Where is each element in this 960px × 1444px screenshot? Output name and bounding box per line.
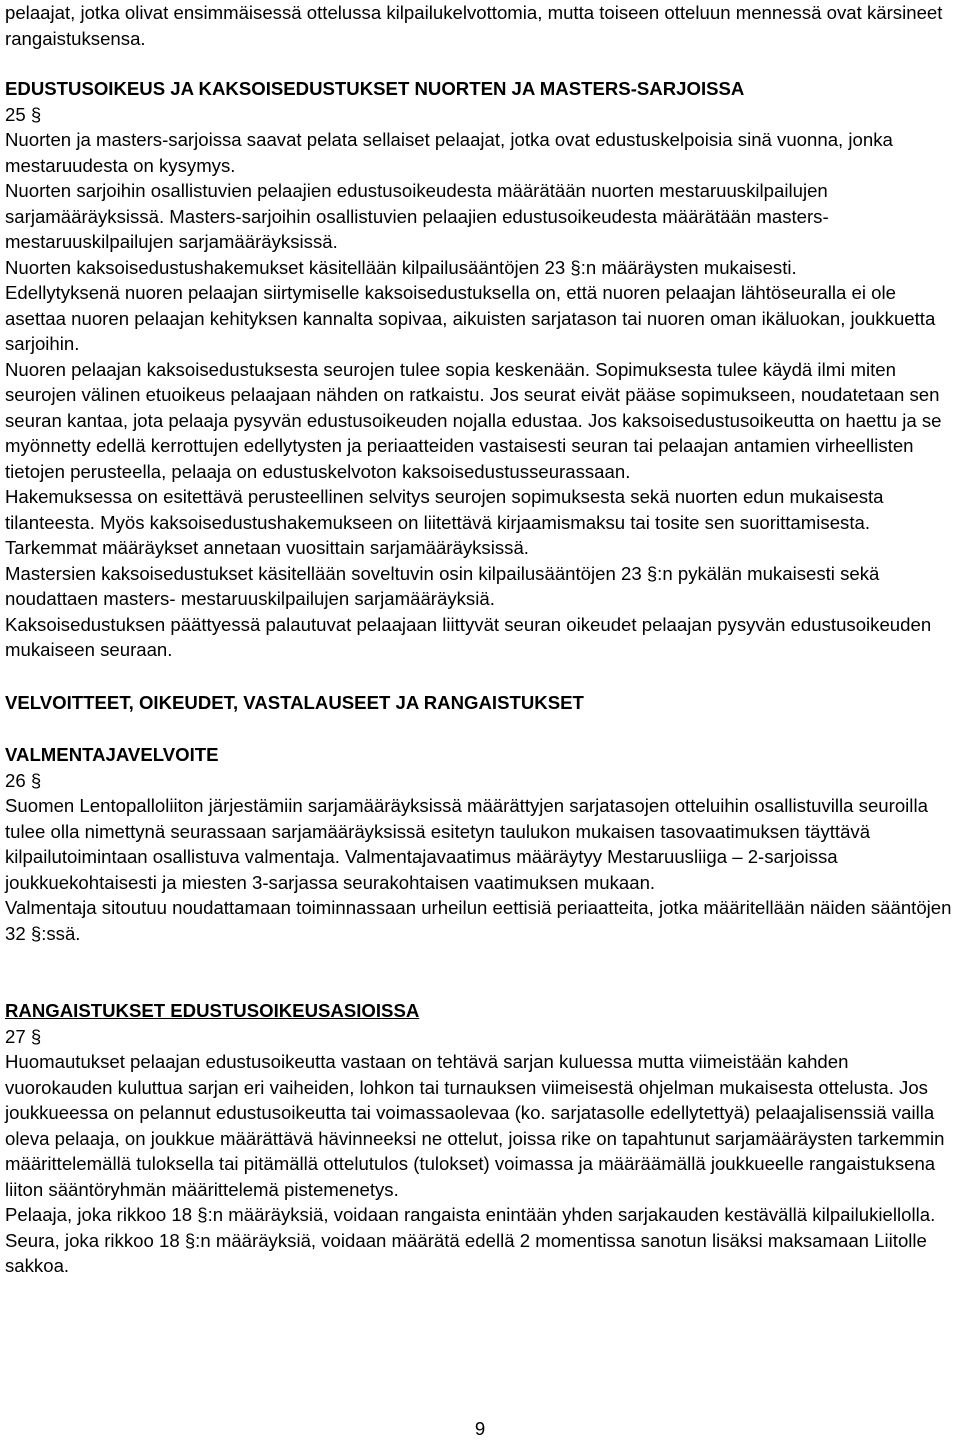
page-number: 9 — [474, 1418, 486, 1439]
section-26-title: VALMENTAJAVELVOITE — [5, 744, 219, 765]
section-26-paragraph: Suomen Lentopalloliiton järjestämiin sarjamääräyksissä määrättyjen sarjatasojen otteluihin osallistuvilla seuroilla tulee olla nimettynä seurassaan sarjamääräyksissä esitetyn taulukon mukaisen tasovaatimuksen täyttävä kilpailutoimintaan osallistuva valmentaja. Valmentajavaatimus määräytyy Mestaruusliiga – 2-sarjoissa joukkuekohtaisesti ja miesten 3-sarjassa seurakohtaisen vaatimuksen mukaan. — [5, 795, 928, 893]
section-27-paragraph: Pelaaja, joka rikkoo 18 §:n määräyksiä, voidaan rangaista enintään yhden sarjakauden kestävällä kilpailukiellolla. Seura, joka rikkoo 18 §:n määräyksiä, voidaan määrätä edellä 2 momentissa sanotun lisäksi maksamaan Liitolle sakkoa. — [5, 1204, 936, 1276]
section-26-number: 26 § — [5, 769, 42, 791]
spacer — [5, 715, 955, 742]
section-25-paragraph: Kaksoisedustuksen päättyessä palautuvat pelaajaan liittyvät seuran oikeudet pelaajan pysyvän edustusoikeuden mukaiseen seuraan. — [5, 613, 932, 660]
section-27-title: RANGAISTUKSET EDUSTUSOIKEUSASIOISSA — [5, 1000, 420, 1021]
section-25-paragraph: Nuorten sarjoihin osallistuvien pelaajien edustusoikeudesta määrätään nuorten mestaruuskilpailujen sarjamääräyksissä. Masters-sarjoihin osallistuvien pelaajien edustusoikeudesta määrätään masters- mestaruuskilpailujen sarjamääräyksissä. — [5, 180, 829, 252]
section-25-paragraph: Nuorten ja masters-sarjoissa saavat pelata sellaiset pelaajat, jotka ovat edustuskelpoisia sinä vuonna, jonka mestaruudesta on kysymys. — [5, 129, 893, 176]
section-25-paragraph: Edellytyksenä nuoren pelaajan siirtymiselle kaksoisedustuksella on, että nuoren pelaajan lähtöseuralla ei ole asettaa nuoren pelaajan kehityksen kannalta sopivaa, aikuisten sarjatason tai nuoren oman ikäluokan, joukkuetta sarjoihin. — [5, 282, 936, 354]
section-27-paragraph: Huomautukset pelaajan edustusoikeutta vastaan on tehtävä sarjan kuluessa mutta viimeistään kahden vuorokauden kuluttua sarjan eri vaiheiden, lohkon tai turnauksen viimeisestä ohjelman mukaisesta ottelusta. Jos joukkueessa on pelannut edustusoikeutta tai voimassaolevaa (ko. sarjatasolle edellytettyä) pelaajalisenssiä vailla oleva pelaaja, on joukkue määrättävä hävinneeksi ne ottelut, joissa rike on tapahtunut sarjamääräysten tarkemmin määrittelemällä tuloksella tai pitämällä ottelutulos (tulokset) voimassa ja määräämällä joukkueelle rangaistuksena liiton sääntöryhmän määrittelemä pistemenetys. — [5, 1051, 945, 1200]
chapter-title: VELVOITTEET, OIKEUDET, VASTALAUSEET JA RANGAISTUKSET — [5, 691, 584, 713]
section-27-number: 27 § — [5, 1025, 42, 1047]
section-25-paragraph: Mastersien kaksoisedustukset käsitellään soveltuvin osin kilpailusääntöjen 23 §:n pykälän mukaisesti sekä noudattaen masters- mestaruuskilpailujen sarjamääräyksiä. — [5, 562, 880, 609]
document-page — [5, 0, 955, 1279]
spacer — [5, 946, 955, 998]
section-25-paragraph: Nuoren pelaajan kaksoisedustuksesta seurojen tulee sopia keskenään. Sopimuksesta tulee käydä ilmi miten seurojen välinen etuoikeus pelaajaan nähden on ratkaistu. Jos seurat eivät pääse sopimukseen, noudatetaan sen seuran kantaa, jota pelaaja pysyvän edustusoikeuden nojalla edustaa. Jos kaksoisedustusoikeutta on haettu ja se myönnetty edellä kerrottujen edellytysten ja periaatteiden vastaisesti seuran tai pelaajan antamien virheellisten tietojen perusteella, pelaaja on edustuskelvoton kaksoisedustusseurassaan. — [5, 358, 942, 482]
section-25-paragraph: Nuorten kaksoisedustushakemukset käsitellään kilpailusääntöjen 23 §:n määräysten mukaisesti. — [5, 256, 797, 278]
section-25-paragraph: Hakemuksessa on esitettävä perusteellinen selvitys seurojen sopimuksesta sekä nuorten edun mukaisesta tilanteesta. Myös kaksoisedustushakemukseen on liitettävä kirjaamismaksu tai tosite sen suorittamisesta. Tarkemmat määräykset annetaan vuosittain sarjamääräyksissä. — [5, 486, 884, 558]
intro-paragraph: pelaajat, jotka olivat ensimmäisessä ottelussa kilpailukelvottomia, mutta toiseen otteluun mennessä ovat kärsineet rangaistuksensa. — [5, 2, 943, 49]
spacer — [5, 51, 955, 76]
section-26-paragraph: Valmentaja sitoutuu noudattamaan toiminnassaan urheilun eettisiä periaatteita, jotka määritellään näiden sääntöjen 32 §:ssä. — [5, 897, 952, 944]
section-25-number: 25 § — [5, 103, 42, 125]
section-25-title: EDUSTUSOIKEUS JA KAKSOISEDUSTUKSET NUORTEN JA MASTERS-SARJOISSA — [5, 78, 745, 99]
spacer — [5, 663, 955, 690]
